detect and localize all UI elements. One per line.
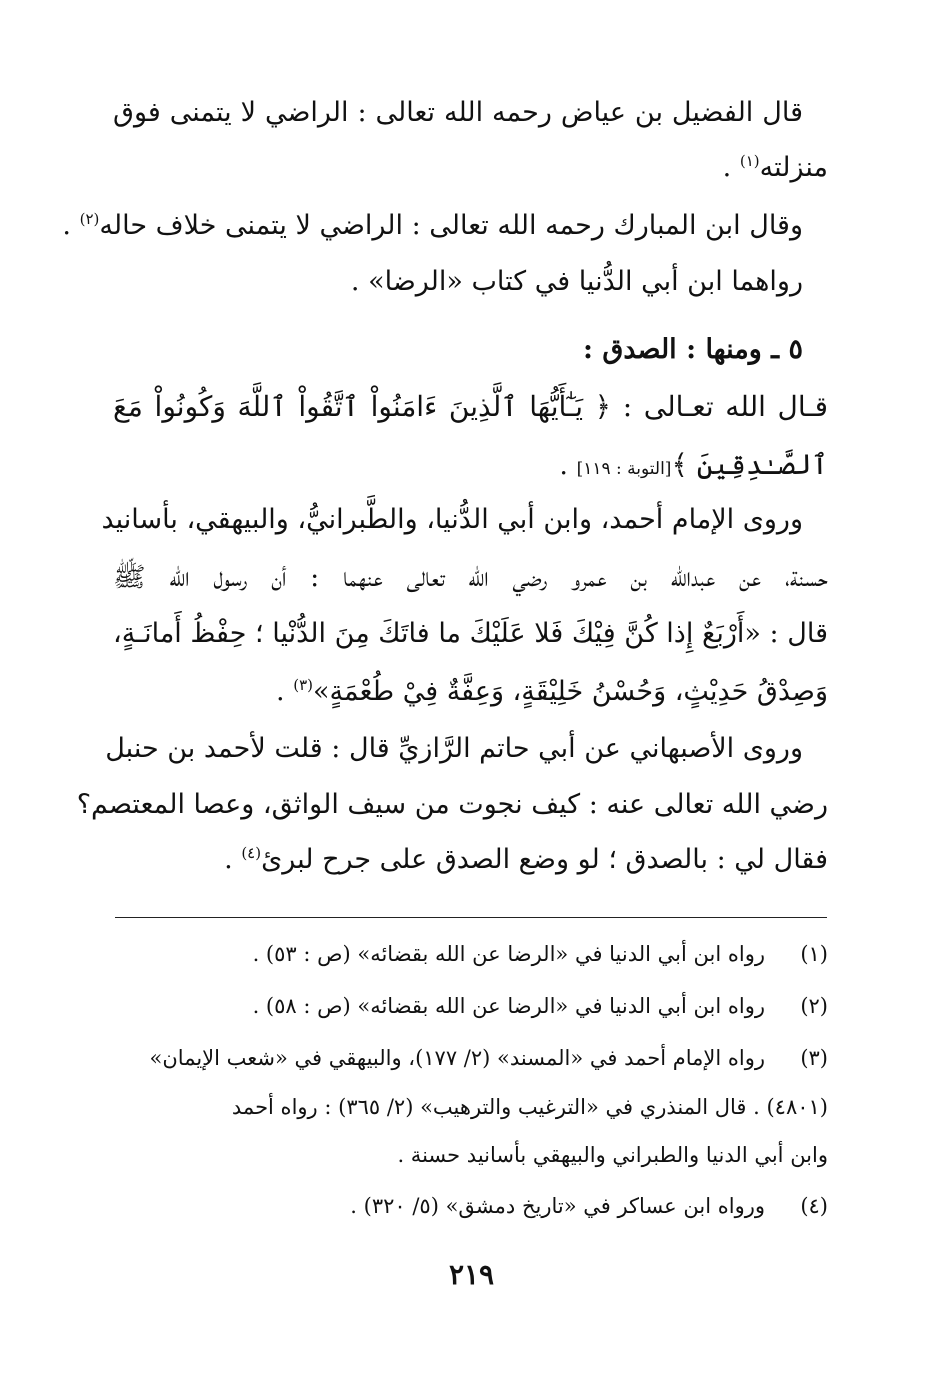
quran-verse-line-1: قـال الله تعـالى : ﴿ يَـٰٓأَيُّهَا ٱلَّذِينَ ءَامَنُواْ ٱتَّقُواْ ٱللَّهَ وَكُونُواْ مَعَ — [113, 390, 828, 423]
footnote-text-3-line-3: وابن أبي الدنيا والطبراني والبيهقي بأسانيد حسنة . — [397, 1143, 828, 1167]
footnote-text-2: رواه ابن أبي الدنيا في «الرضا عن الله بقضائه» (ص : ٥٨) . — [252, 994, 765, 1018]
page-number: ٢١٩ — [448, 1258, 495, 1291]
punctuation: . — [276, 676, 285, 707]
text-span: وَصِدْقُ حَدِيْثٍ، وَحُسْنُ خَلِيْقَةٍ، وَعِفَّةٌ فِيْ طُعْمَةٍ» — [313, 676, 828, 707]
quran-verse-line-2 — [113, 445, 828, 489]
quran-verse-end: ٱلصَّـٰدِقِينَ ﴾ — [671, 448, 828, 481]
paragraph-asbahani-line-3 — [113, 840, 828, 880]
footnote-separator — [115, 917, 827, 918]
footnote-ref-4: (٤) — [241, 844, 262, 862]
text-span: منزلته — [759, 152, 828, 183]
footnote-text-3-line-2: (٤٨٠١) . قال المنذري في «الترغيب والترهيب» (٢/ ٣٦٥) : رواه أحمد — [231, 1095, 828, 1119]
footnote-ref-2: (٢) — [79, 210, 100, 228]
footnote-ref-3: (٣) — [293, 676, 313, 694]
footnote-ref-1: (١) — [739, 152, 760, 170]
footnote-number-1: (١) — [800, 942, 828, 966]
punctuation: . — [224, 844, 233, 875]
paragraph-hadith-line-4 — [113, 672, 828, 712]
footnote-text-1: رواه ابن أبي الدنيا في «الرضا عن الله بقضائه» (ص : ٥٣) . — [252, 942, 765, 966]
section-heading: ٥ ـ ومنها : الصدق : — [583, 334, 803, 365]
footnote-number-4: (٤) — [800, 1194, 828, 1218]
punctuation: . — [62, 210, 72, 241]
paragraph-hadith-line-3: قال : «أَرْبَعٌ إِذا كُنَّ فِيْكَ فَلا عَلَيْكَ ما فاتَكَ مِنَ الدُّنْيا ؛ حِفْظُ أَمانَـةٍ، — [113, 618, 828, 649]
footnote-text-3-line-1: رواه الإمام أحمد في «المسند» (٢/ ١٧٧)، والبيهقي في «شعب الإيمان» — [149, 1046, 765, 1070]
punctuation: . — [722, 152, 732, 183]
paragraph-hadith-line-2: حسنة، عن عبدالله بن عمرو رضي الله تعالى عنهما : أن رسول الله ﷺ — [113, 562, 828, 593]
text-span: وقال ابن المبارك رحمه الله تعالى : الراضي لا يتمنى خلاف حاله — [99, 210, 803, 241]
paragraph-narration-source: رواهما ابن أبي الدُّنيا في كتاب «الرضا» . — [350, 266, 803, 297]
paragraph-asbahani-line-2: رضي الله تعالى عنه : كيف نجوت من سيف الواثق، وعصا المعتصم؟ — [76, 789, 828, 820]
footnote-number-3: (٣) — [800, 1046, 828, 1070]
footnote-text-4: ورواه ابن عساكر في «تاريخ دمشق» (٥/ ٣٢٠) . — [350, 1194, 765, 1218]
paragraph-ibn-mubarak — [62, 206, 803, 246]
text-span: فقال لي : بالصدق ؛ لو وضع الصدق على جرح لبرئ — [261, 844, 828, 875]
paragraph-fudayl-line-1: قال الفضيل بن عياض رحمه الله تعالى : الراضي لا يتمنى فوق — [113, 97, 803, 128]
paragraph-asbahani-line-1: وروى الأصبهاني عن أبي حاتم الرَّازيِّ قال : قلت لأحمد بن حنبل — [105, 733, 803, 764]
footnote-number-2: (٢) — [800, 994, 828, 1018]
punctuation: . — [559, 450, 568, 481]
paragraph-hadith-line-1: وروى الإمام أحمد، وابن أبي الدُّنيا، والطَّبرانيُّ، والبيهقي، بأسانيد — [101, 504, 803, 535]
verse-reference: [التوبة : ١١٩] — [576, 459, 672, 479]
paragraph-fudayl-line-2 — [113, 148, 828, 188]
